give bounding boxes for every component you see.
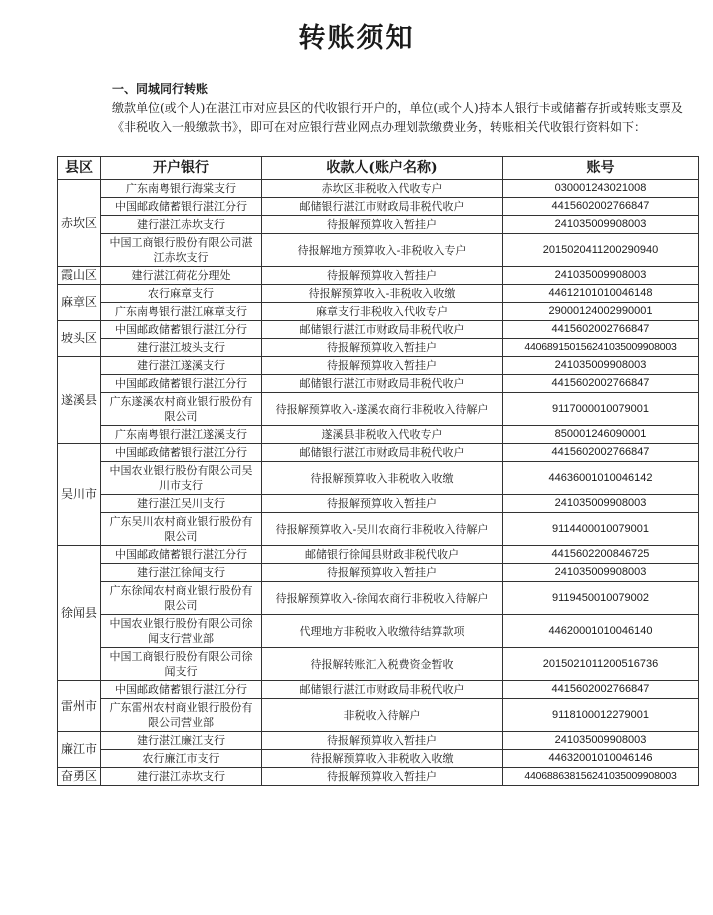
bank-cell: 建行湛江遂溪支行 [101, 357, 262, 375]
bank-cell: 中国邮政储蓄银行湛江分行 [101, 375, 262, 393]
page-title: 转账须知 [298, 23, 415, 54]
payee-cell: 邮储银行湛江市财政局非税代收户 [262, 198, 503, 216]
table-row [58, 681, 699, 699]
bank-cell: 中国邮政储蓄银行湛江分行 [101, 546, 262, 564]
payee-cell: 遂溪县非税收入代收专户 [262, 426, 503, 444]
bank-cell: 广东雷州农村商业银行股份有限公司营业部 [101, 699, 262, 732]
table-row [58, 321, 699, 339]
county-cell: 麻章区 [58, 285, 101, 321]
bank-cell: 建行湛江荷花分理处 [101, 267, 262, 285]
bank-cell: 中国邮政储蓄银行湛江分行 [101, 321, 262, 339]
payee-cell: 邮储银行徐闻县财政非税代收户 [262, 546, 503, 564]
payee-cell: 邮储银行湛江市财政局非税代收户 [262, 681, 503, 699]
table-row [58, 750, 699, 768]
payee-cell: 代理地方非税收入收缴待结算款项 [262, 615, 503, 648]
section-text: 缴款单位(或个人)在湛江市对应县区的代收银行开户的，单位(或个人)持本人银行卡或储蓄存折或转账支票及《非税收入一般缴款书》，即可在对应银行营业网点办理划款缴费业务，转账相关代收银行资料如下： [112, 101, 683, 134]
payee-cell: 待报解预算收入暂挂户 [262, 267, 503, 285]
account-cell: 4415602002766847 [503, 375, 699, 393]
table-row [58, 495, 699, 513]
payee-cell: 待报解预算收入暂挂户 [262, 732, 503, 750]
bank-cell: 广东南粤银行湛江遂溪支行 [101, 426, 262, 444]
payee-cell: 待报解预算收入暂挂户 [262, 357, 503, 375]
header-account: 账号 [503, 157, 699, 180]
bank-cell: 中国工商银行股份有限公司湛江赤坎支行 [101, 234, 262, 267]
payee-cell: 邮储银行湛江市财政局非税代收户 [262, 321, 503, 339]
header-county: 县区 [58, 157, 101, 180]
county-cell: 坡头区 [58, 321, 101, 357]
table-row [58, 444, 699, 462]
table-row [58, 699, 699, 732]
bank-cell: 中国农业银行股份有限公司吴川市支行 [101, 462, 262, 495]
intro-section [112, 80, 702, 137]
bank-cell: 农行廉江市支行 [101, 750, 262, 768]
table-row [58, 216, 699, 234]
payee-cell: 待报解转账汇入税费资金暂收 [262, 648, 503, 681]
table-row [58, 339, 699, 357]
account-cell: 9118100012279001 [503, 699, 699, 732]
payee-cell: 非税收入待解户 [262, 699, 503, 732]
bank-cell: 建行湛江廉江支行 [101, 732, 262, 750]
payee-cell: 待报解预算收入-吴川农商行非税收入待解户 [262, 513, 503, 546]
table-header-row [58, 157, 699, 180]
bank-cell: 农行麻章支行 [101, 285, 262, 303]
county-cell: 徐闻县 [58, 546, 101, 681]
payee-cell: 待报解预算收入-遂溪农商行非税收入待解户 [262, 393, 503, 426]
table-row [58, 375, 699, 393]
payee-cell: 待报解预算收入非税收入收缴 [262, 750, 503, 768]
payee-cell: 待报解预算收入-徐闻农商行非税收入待解户 [262, 582, 503, 615]
bank-cell: 中国工商银行股份有限公司徐闻支行 [101, 648, 262, 681]
bank-cell: 建行湛江徐闻支行 [101, 564, 262, 582]
table-row [58, 732, 699, 750]
account-cell: 9117000010079001 [503, 393, 699, 426]
table-row [58, 546, 699, 564]
payee-cell: 待报解预算收入暂挂户 [262, 564, 503, 582]
account-cell: 030001243021008 [503, 180, 699, 198]
bank-cell: 建行湛江吴川支行 [101, 495, 262, 513]
bank-cell: 建行湛江坡头支行 [101, 339, 262, 357]
bank-cell: 建行湛江赤坎支行 [101, 216, 262, 234]
payee-cell: 赤坎区非税收入代收专户 [262, 180, 503, 198]
account-cell: 44636001010046142 [503, 462, 699, 495]
payee-cell: 待报解预算收入暂挂户 [262, 768, 503, 786]
payee-cell: 待报解预算收入非税收入收缴 [262, 462, 503, 495]
account-cell: 9119450010079002 [503, 582, 699, 615]
account-cell: 241035009908003 [503, 216, 699, 234]
table-row [58, 582, 699, 615]
bank-cell: 中国农业银行股份有限公司徐闻支行营业部 [101, 615, 262, 648]
bank-cell: 中国邮政储蓄银行湛江分行 [101, 198, 262, 216]
table-row [58, 768, 699, 786]
account-cell: 44068915015624103500990800​3 [503, 339, 699, 357]
bank-cell: 中国邮政储蓄银行湛江分行 [101, 444, 262, 462]
account-cell: 241035009908003 [503, 267, 699, 285]
county-cell: 吴川市 [58, 444, 101, 546]
county-cell: 雷州市 [58, 681, 101, 732]
account-cell: 9114400010079001 [503, 513, 699, 546]
account-cell: 241035009908003 [503, 732, 699, 750]
bank-cell: 建行湛江赤坎支行 [101, 768, 262, 786]
table-row [58, 234, 699, 267]
bank-cell: 广东遂溪农村商业银行股份有限公司 [101, 393, 262, 426]
payee-cell: 待报解预算收入-非税收入收缴 [262, 285, 503, 303]
account-cell: 44620001010046140 [503, 615, 699, 648]
account-cell: 4415602002766847 [503, 444, 699, 462]
account-cell: 44632001010046146 [503, 750, 699, 768]
table-row [58, 303, 699, 321]
bank-cell: 广东徐闻农村商业银行股份有限公司 [101, 582, 262, 615]
county-cell: 霞山区 [58, 267, 101, 285]
bank-cell: 广东南粤银行海棠支行 [101, 180, 262, 198]
table-row [58, 198, 699, 216]
section-heading: 一、同城同行转账 [112, 82, 209, 96]
bank-account-table [57, 156, 699, 786]
header-bank: 开户银行 [101, 157, 262, 180]
account-cell: 241035009908003 [503, 495, 699, 513]
account-cell: 2015021011200516736 [503, 648, 699, 681]
table-row [58, 513, 699, 546]
table-row [58, 180, 699, 198]
payee-cell: 待报解地方预算收入-非税收入专户 [262, 234, 503, 267]
payee-cell: 待报解预算收入暂挂户 [262, 495, 503, 513]
county-cell: 赤坎区 [58, 180, 101, 267]
table-row [58, 393, 699, 426]
table-row [58, 357, 699, 375]
payee-cell: 麻章支行非税收入代收专户 [262, 303, 503, 321]
county-cell: 遂溪县 [58, 357, 101, 444]
table-row [58, 267, 699, 285]
table-row [58, 615, 699, 648]
table-row [58, 564, 699, 582]
table-row [58, 285, 699, 303]
account-cell: 4415602002766847 [503, 198, 699, 216]
county-cell: 廉江市 [58, 732, 101, 768]
payee-cell: 待报解预算收入暂挂户 [262, 339, 503, 357]
payee-cell: 待报解预算收入暂挂户 [262, 216, 503, 234]
account-cell: 241035009908003 [503, 357, 699, 375]
table-row [58, 648, 699, 681]
account-cell: 4415602200846725 [503, 546, 699, 564]
account-cell: 4415602002766847 [503, 321, 699, 339]
account-cell: 440688638156241035009908003 [503, 768, 699, 786]
account-cell: 2015020411200290940 [503, 234, 699, 267]
table-row [58, 462, 699, 495]
bank-cell: 广东南粤银行湛江麻章支行 [101, 303, 262, 321]
header-payee: 收款人(账户名称) [262, 157, 503, 180]
account-cell: 4415602002766847 [503, 681, 699, 699]
bank-cell: 中国邮政储蓄银行湛江分行 [101, 681, 262, 699]
account-cell: 29000124002990001 [503, 303, 699, 321]
payee-cell: 邮储银行湛江市财政局非税代收户 [262, 375, 503, 393]
account-cell: 44612101010046148 [503, 285, 699, 303]
bank-cell: 广东吴川农村商业银行股份有限公司 [101, 513, 262, 546]
account-cell: 241035009908003 [503, 564, 699, 582]
table-row [58, 426, 699, 444]
payee-cell: 邮储银行湛江市财政局非税代收户 [262, 444, 503, 462]
county-cell: 奋勇区 [58, 768, 101, 786]
table-body [58, 180, 699, 786]
account-cell: 850001246090001 [503, 426, 699, 444]
